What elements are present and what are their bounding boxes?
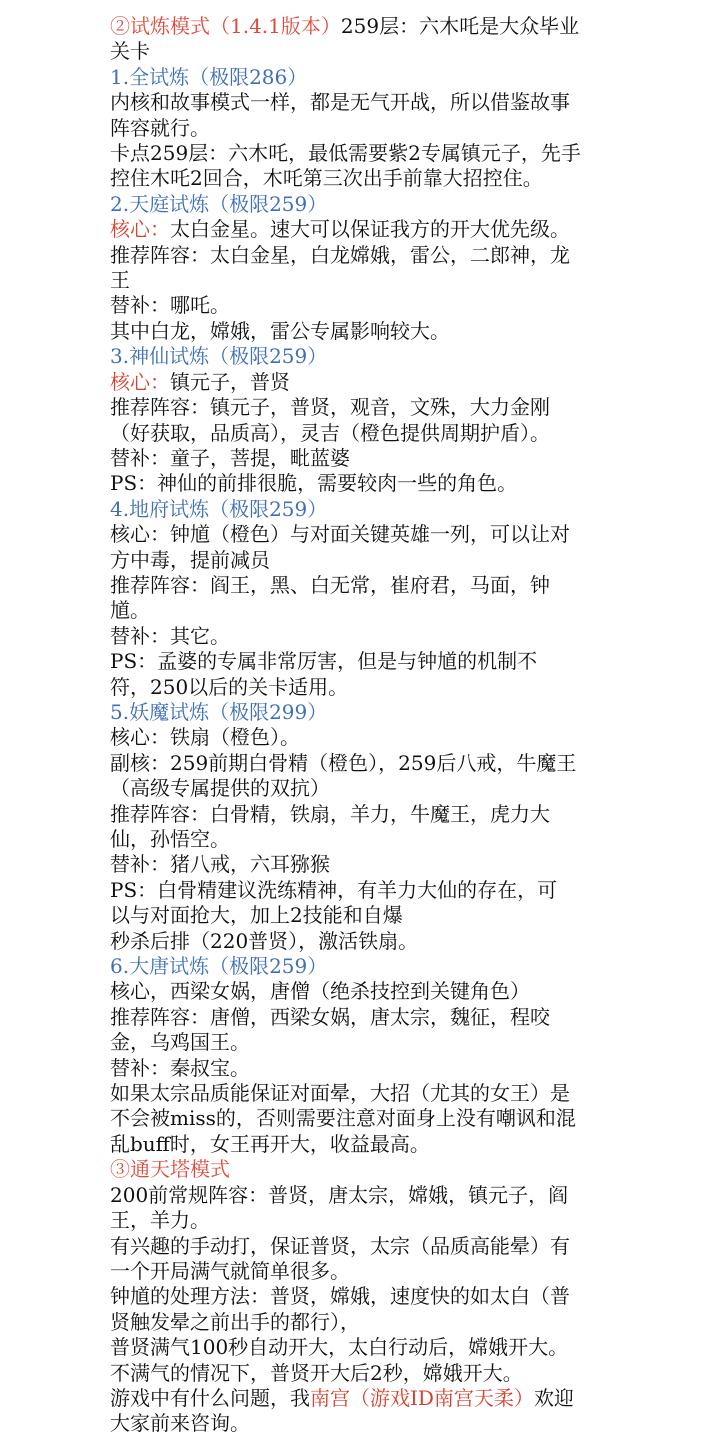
demon-core: 核心：铁扇（橙色）。 bbox=[110, 725, 300, 750]
tower-line: 200前常规阵容：普贤，唐太宗，嫦娥，镇元子，阎 bbox=[110, 1182, 569, 1207]
author-name: 南宫（游戏ID南宫天柔） bbox=[310, 1385, 534, 1410]
full-trial-line: 卡点259层：六木吒，最低需要紫2专属镇元子，先手 bbox=[110, 141, 581, 166]
immortal-core bbox=[110, 370, 702, 395]
tang-note: 不会被miss的，否则需要注意对面身上没有嘲讽和混 bbox=[110, 1106, 576, 1131]
underworld-recommend: 推荐阵容：阎王，黑、白无常，崔府君，马面，钟 bbox=[110, 572, 550, 597]
demon-substitute: 替补：猪八戒，六耳猕猴 bbox=[110, 852, 330, 877]
underworld-trial-title: 4.地府试炼（极限259） bbox=[110, 496, 328, 521]
heaven-recommend: 推荐阵容：太白金星，白龙嫦娥，雷公，二郎神，龙 bbox=[110, 242, 570, 267]
trial-mode-note-cont: 关卡 bbox=[110, 39, 150, 64]
heaven-note: 其中白龙，嫦娥，雷公专属影响较大。 bbox=[110, 318, 450, 343]
full-trial-line: 内核和故事模式一样，都是无气开战，所以借鉴故事 bbox=[110, 90, 570, 115]
heaven-trial-title: 2.天庭试炼（极限259） bbox=[110, 191, 328, 216]
tang-recommend: 推荐阵容：唐僧，西梁女娲，唐太宗，魏征，程咬 bbox=[110, 1004, 550, 1029]
tower-line: 贤触发晕之前出手的都行）， bbox=[110, 1309, 360, 1334]
tang-core: 核心，西梁女娲，唐僧（绝杀技控到关键角色） bbox=[110, 979, 530, 1004]
immortal-substitute: 替补：童子，菩提，毗蓝婆 bbox=[110, 445, 350, 470]
trial-mode-title: ②试炼模式（1.4.1版本） bbox=[110, 14, 341, 38]
tower-line: 普贤满气100秒自动开大，太白行动后，嫦娥开大。 bbox=[110, 1335, 569, 1360]
underworld-core: 核心：钟馗（橙色）与对面关键英雄一列，可以让对 bbox=[110, 522, 570, 547]
tang-note: 乱buff时，女王再开大，收益最高。 bbox=[110, 1131, 430, 1156]
full-trial-line: 阵容就行。 bbox=[110, 115, 210, 140]
trial-mode-note: 259层：六木吒是大众毕业 bbox=[340, 14, 580, 38]
heaven-core-label: 核心： bbox=[110, 217, 170, 242]
immortal-core-text: 镇元子，普贤 bbox=[170, 369, 290, 394]
demon-ps: 以与对面抢大，加上2技能和自爆 bbox=[110, 903, 403, 928]
tang-note: 如果太宗品质能保证对面晕，大招（尤其的女王）是 bbox=[110, 1081, 570, 1106]
full-trial-line: 控住木吒2回合，木吒第三次出手前靠大招控住。 bbox=[110, 166, 543, 191]
heaven-core bbox=[110, 217, 702, 242]
heaven-recommend: 王 bbox=[110, 268, 130, 293]
underworld-ps: PS：孟婆的专属非常厉害，但是与钟馗的机制不 bbox=[110, 649, 538, 674]
footer-pre: 游戏中有什么问题，我 bbox=[110, 1385, 310, 1410]
immortal-trial-title: 3.神仙试炼（极限259） bbox=[110, 344, 328, 369]
immortal-ps: PS：神仙的前排很脆，需要较肉一些的角色。 bbox=[110, 471, 518, 496]
footer-contact bbox=[110, 1386, 702, 1411]
immortal-recommend: 推荐阵容：镇元子，普贤，观音，文殊，大力金刚 bbox=[110, 395, 550, 420]
underworld-substitute: 替补：其它。 bbox=[110, 623, 230, 648]
demon-recommend: 仙，孙悟空。 bbox=[110, 827, 230, 851]
demon-ps: 秒杀后排（220普贤），激活铁扇。 bbox=[110, 928, 419, 953]
full-trial-title: 1.全试炼（极限286） bbox=[110, 64, 308, 89]
heaven-substitute: 替补：哪吒。 bbox=[110, 293, 230, 318]
tower-line: 王，羊力。 bbox=[110, 1208, 210, 1233]
immortal-core-label: 核心： bbox=[110, 369, 170, 394]
tower-line: 不满气的情况下，普贤开大后2秒，嫦娥开大。 bbox=[110, 1360, 523, 1385]
immortal-recommend: （好获取，品质高），灵吉（橙色提供周期护盾）。 bbox=[110, 420, 550, 445]
demon-vice-core: （高级专属提供的双抗） bbox=[110, 776, 330, 801]
tang-trial-title: 6.大唐试炼（极限259） bbox=[110, 954, 328, 979]
footer-contact-cont: 大家前来咨询。 bbox=[110, 1411, 250, 1436]
underworld-recommend: 馗。 bbox=[110, 598, 150, 623]
tower-line: 有兴趣的手动打，保证普贤，太宗（品质高能晕）有 bbox=[110, 1233, 570, 1258]
tower-mode-heading: ③通天塔模式 bbox=[110, 1157, 230, 1182]
demon-recommend: 推荐阵容：白骨精，铁扇，羊力，牛魔王，虎力大 bbox=[110, 801, 550, 826]
underworld-core: 方中毒，提前减员 bbox=[110, 547, 270, 572]
demon-vice-core: 副核：259前期白骨精（橙色），259后八戒，牛魔王 bbox=[110, 750, 577, 775]
demon-trial-title: 5.妖魔试炼（极限299） bbox=[110, 699, 328, 724]
tower-line: 钟馗的处理方法：普贤，嫦娥，速度快的如太白（普 bbox=[110, 1284, 570, 1309]
footer-post: 欢迎 bbox=[533, 1385, 574, 1410]
tower-line: 一个开局满气就简单很多。 bbox=[110, 1258, 350, 1283]
underworld-ps: 符，250以后的关卡适用。 bbox=[110, 674, 349, 699]
trial-mode-heading bbox=[110, 14, 702, 39]
tang-substitute: 替补：秦叔宝。 bbox=[110, 1055, 250, 1080]
heaven-core-text: 太白金星。速大可以保证我方的开大优先级。 bbox=[170, 217, 570, 242]
demon-ps: PS：白骨精建议洗练精神，有羊力大仙的存在，可 bbox=[110, 877, 558, 902]
tang-recommend: 金，乌鸡国王。 bbox=[110, 1030, 250, 1055]
